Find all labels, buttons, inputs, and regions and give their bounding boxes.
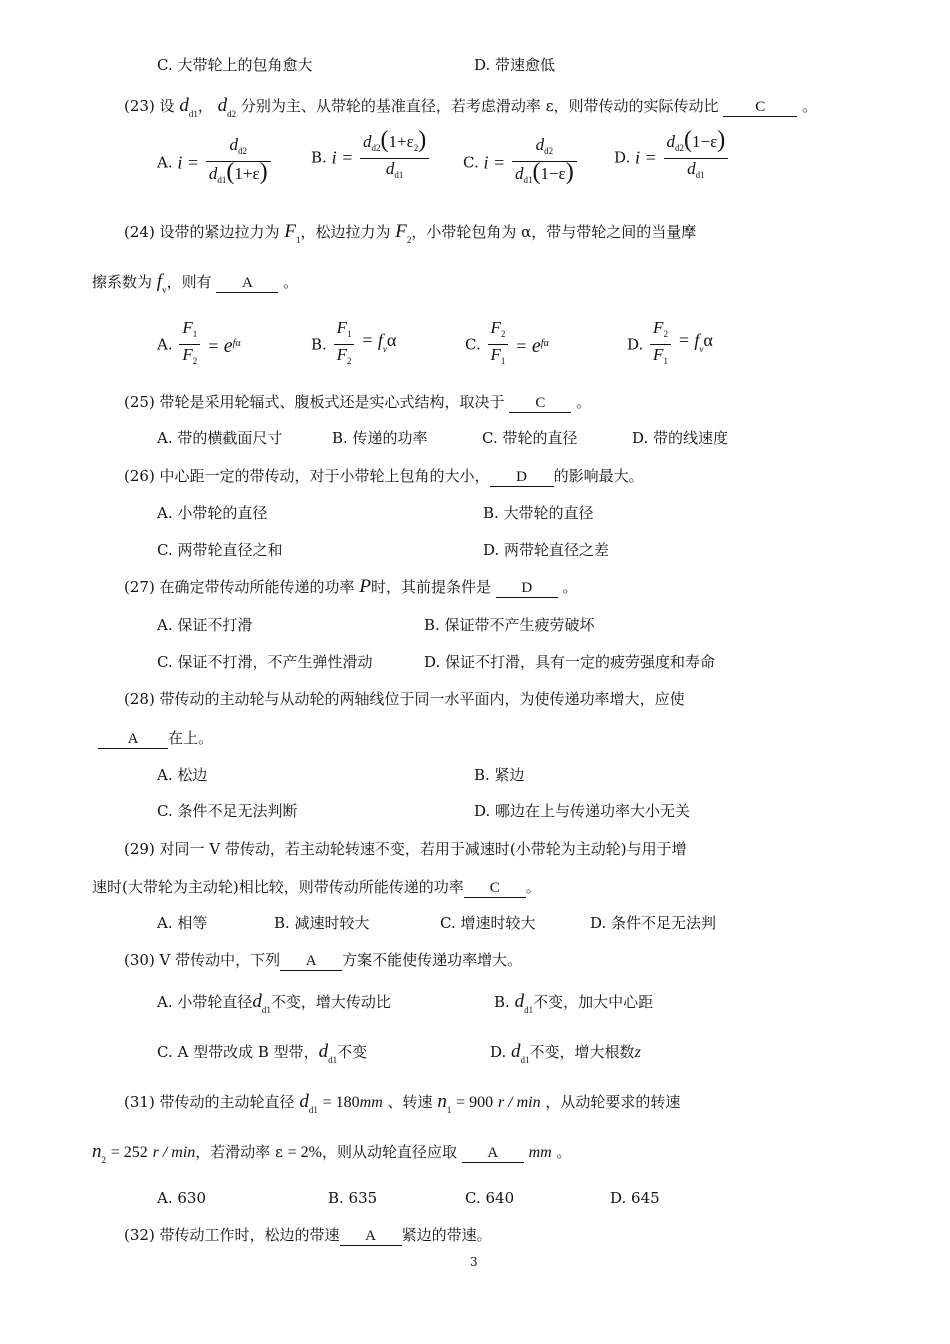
q25-option-d: D. 带的线速度 bbox=[632, 429, 729, 447]
q31-option-b: B. 635 bbox=[328, 1189, 378, 1207]
q28-stem-line2: A 在上。 bbox=[98, 728, 213, 749]
q26-option-d: D. 两带轮直径之差 bbox=[483, 541, 610, 559]
q25-answer-blank: C bbox=[509, 395, 571, 413]
q29-stem-line2: 速时(大带轮为主动轮)相比较，则带传动所能传递的功率 C 。 bbox=[92, 878, 541, 896]
q23-option-d: D. i = $\frac{d_{d2}(1-\varepsilon)}{d_{d1}}$ bbox=[614, 130, 730, 196]
q23-stem: (23) 设 $d_{d1}$， $d_{d2}$ 分别为主、从带轮的基准直径，若考虑滑动率 ε，则带传动的实际传动比 C 。 bbox=[124, 95, 818, 119]
q23-answer-blank: C bbox=[723, 99, 797, 117]
q26-option-b: B. 大带轮的直径 bbox=[483, 504, 594, 522]
q27-option-d: D. 保证不打滑，具有一定的疲劳强度和寿命 bbox=[424, 653, 716, 671]
q30-option-c: C. A 型带改成 B 型带，$d_{d1}$不变 bbox=[157, 1041, 368, 1065]
q31-option-a: A. 630 bbox=[157, 1189, 206, 1207]
q29-option-a: A. 相等 bbox=[157, 914, 208, 932]
q29-option-d: D. 条件不足无法判 bbox=[590, 914, 717, 932]
q28-option-c: C. 条件不足无法判断 bbox=[157, 802, 298, 820]
q32-answer-blank: A bbox=[340, 1228, 402, 1246]
q24-stem-line1: (24) 设带的紧边拉力为 $F_1$，松边拉力为 $F_2$，小带轮包角为 α，带与带轮之间的当量摩 bbox=[124, 221, 697, 245]
q29-answer-blank: C bbox=[464, 880, 526, 898]
q26-stem: (26) 中心距一定的带传动，对于小带轮上包角的大小， D 的影响最大。 bbox=[124, 467, 644, 485]
q29-stem-line1: (29) 对同一 V 带传动，若主动轮转速不变，若用于减速时(小带轮为主动轮)与用于增 bbox=[124, 840, 687, 858]
q23-option-b: B. i = $\frac{d_{d2}(1+\varepsilon_2)}{d_{d1}}$ bbox=[311, 130, 431, 196]
q24-option-b: B. $\frac{F_1}{F_2}$ = $f_v\alpha$ bbox=[311, 318, 396, 372]
q24-answer-blank: A bbox=[216, 275, 278, 293]
q26-answer-blank: D bbox=[490, 469, 554, 487]
q31-answer-blank: A bbox=[462, 1145, 524, 1163]
q26-option-a: A. 小带轮的直径 bbox=[157, 504, 268, 522]
q27-answer-blank: D bbox=[496, 580, 558, 598]
q27-option-c: C. 保证不打滑，不产生弹性滑动 bbox=[157, 653, 373, 671]
q25-option-b: B. 传递的功率 bbox=[332, 429, 428, 447]
q30-option-b: B. $d_{d1}$不变，加大中心距 bbox=[494, 991, 654, 1015]
q27-option-a: A. 保证不打滑 bbox=[157, 616, 253, 634]
q29-option-c: C. 增速时较大 bbox=[440, 914, 536, 932]
q27-stem: (27) 在确定带传动所能传递的功率 P时，其前提条件是 D 。 bbox=[124, 576, 578, 597]
q25-option-c: C. 带轮的直径 bbox=[482, 429, 578, 447]
q28-answer-blank: A bbox=[98, 731, 168, 749]
q23-option-a: A. i = $\frac{d_{d2}}{d_{d1}(1+\varepsilon)}$ bbox=[157, 135, 273, 195]
q28-option-b: B. 紧边 bbox=[474, 766, 525, 784]
q24-option-d: D. $\frac{F_2}{F_1}$ = $f_v\alpha$ bbox=[627, 318, 713, 372]
q30-stem: (30) V 带传动中，下列 A 方案不能使传递功率增大。 bbox=[124, 951, 523, 969]
q30-answer-blank: A bbox=[280, 953, 342, 971]
q30-option-a: A. 小带轮直径$d_{d1}$不变，增大传动比 bbox=[157, 991, 391, 1015]
q29-option-b: B. 减速时较大 bbox=[274, 914, 370, 932]
q28-stem-line1: (28) 带传动的主动轮与从动轮的两轴线位于同一水平面内，为使传递功率增大，应使 bbox=[124, 690, 685, 708]
q28-option-a: A. 松边 bbox=[157, 766, 208, 784]
q24-option-a: A. $\frac{F_1}{F_2}$ = $e^{f\alpha}$ bbox=[157, 318, 241, 372]
q32-stem: (32) 带传动工作时，松边的带速 A 紧边的带速。 bbox=[124, 1226, 492, 1244]
q22-option-c: C. 大带轮上的包角愈大 bbox=[157, 56, 313, 74]
q25-stem: (25) 带轮是采用轮辐式、腹板式还是实心式结构，取决于 C 。 bbox=[124, 393, 592, 411]
q31-stem-line2: $n_2 = 252$ r / min，若滑动率 ε = 2%，则从动轮直径应取 A mm 。 bbox=[92, 1141, 572, 1165]
q27-option-b: B. 保证带不产生疲劳破坏 bbox=[424, 616, 595, 634]
q25-option-a: A. 带的横截面尺寸 bbox=[157, 429, 283, 447]
page-number: 3 bbox=[470, 1255, 478, 1269]
q26-option-c: C. 两带轮直径之和 bbox=[157, 541, 283, 559]
q31-option-d: D. 645 bbox=[610, 1189, 660, 1207]
q22-option-d: D. 带速愈低 bbox=[474, 56, 556, 74]
q31-stem-line1: (31) 带传动的主动轮直径 $d_{d1} = 180mm$ 、转速 $n_1 = 900$ r / min ，从动轮要求的转速 bbox=[124, 1091, 681, 1115]
q31-option-c: C. 640 bbox=[465, 1189, 515, 1207]
q24-option-c: C. $\frac{F_2}{F_1}$ = $e^{f\alpha}$ bbox=[465, 318, 549, 372]
q24-stem-line2: 擦系数为 $f_v$，则有 A 。 bbox=[92, 271, 299, 295]
q30-option-d: D. $d_{d1}$不变，增大根数z bbox=[490, 1041, 641, 1065]
q28-option-d: D. 哪边在上与传递功率大小无关 bbox=[474, 802, 691, 820]
q23-option-c: C. i = $\frac{d_{d2}}{d_{d1}(1-\varepsilon)}$ bbox=[463, 135, 579, 195]
